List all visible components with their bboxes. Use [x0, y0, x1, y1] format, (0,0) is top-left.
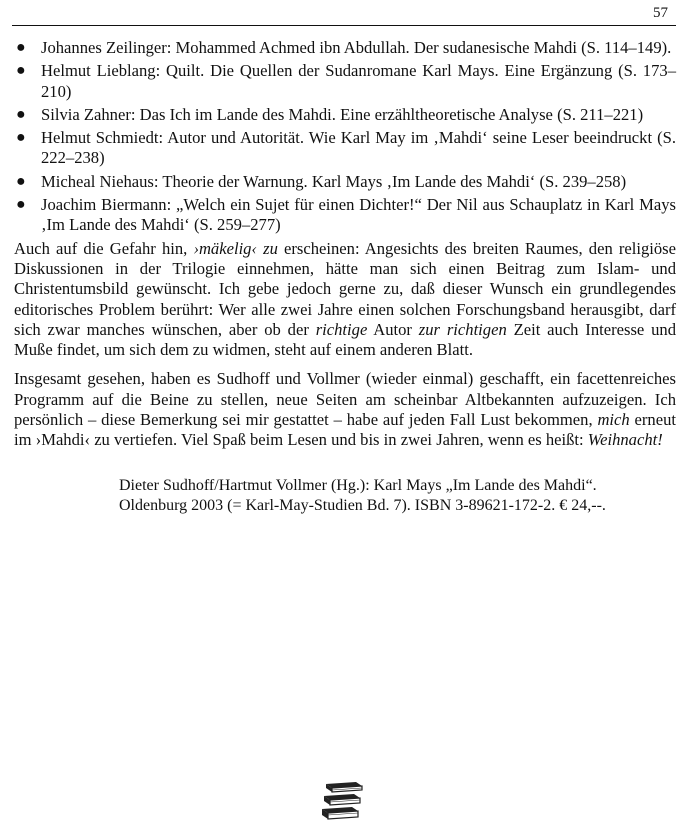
book-citation — [14, 476, 676, 516]
bullet-icon: ● — [16, 129, 26, 147]
bullet-icon: ● — [16, 196, 26, 214]
body-paragraph-1: Auch auf die Gefahr hin, ›mäkelig‹ zu erscheinen: Angesichts des breiten Raumes, den religiöse Diskussionen in der Trilogie einnehmen, hätte man sich einen Beitrag zum Islam- und Christentumsbild gewünscht. Ich gebe jedoch gerne zu, daß dieser Wunsch ein grundlegendes editorisches Problem berührt: Wer alle zwei Jahre einen solchen Forschungsband herausgibt, darf sich zwar manches wünschen, aber ob der richtige Autor zur richtigen Zeit auch Interesse und Muße findet, um sich dem zu widmen, steht auf einem anderen Blatt. — [14, 238, 677, 360]
body-paragraph-2: Insgesamt gesehen, haben es Sudhoff und Vollmer (wieder einmal) geschafft, ein facettenreiches Programm auf die Beine zu stellen, neue Seiten am scheinbar Altbekannten aufzuzeigen. Ich persönlich – diese Bemerkung sei mir gestattet – habe auf jeden Fall Lust bekommen, mich erneut im ›Mahdi‹ zu vertiefen. Viel Spaß beim Lesen und bis in zwei Jahren, wenn es heißt: Weihnacht! — [14, 369, 677, 450]
list-item: ● Micheal Niehaus: Theorie der Warnung. Karl Mays ‚Im Lande des Mahdi‘ (S. 239–258) — [16, 171, 627, 191]
bullet-icon: ● — [16, 172, 26, 190]
bullet-icon: ● — [16, 105, 26, 123]
list-item: ● Helmut Schmiedt: Autor und Autorität. Wie Karl May im ‚Mahdi‘ seine Leser beeindruckt (S. 222–238) — [16, 128, 676, 168]
stacked-books-icon — [318, 780, 368, 824]
page-number: 57 — [653, 5, 668, 21]
list-item: ● Helmut Lieblang: Quilt. Die Quellen der Sudanromane Karl Mays. Eine Ergänzung (S. 173–210) — [16, 61, 676, 101]
list-item: ● Silvia Zahner: Das Ich im Lande des Mahdi. Eine erzähltheoretische Analyse (S. 211–221) — [16, 104, 644, 124]
bibliography-list — [14, 38, 676, 236]
bullet-icon: ● — [16, 62, 26, 80]
list-item: ● Joachim Biermann: „Welch ein Sujet für einen Dichter!“ Der Nil aus Schauplatz in Karl Mays ‚Im Lande des Mahdi‘ (S. 259–277) — [16, 195, 676, 235]
header-rule — [12, 25, 676, 26]
page-content — [14, 38, 676, 516]
citation-line-1: Dieter Sudhoff/Hartmut Vollmer (Hg.): Karl Mays „Im Lande des Mahdi“. — [119, 476, 597, 494]
list-item: ● Johannes Zeilinger: Mohammed Achmed ibn Abdullah. Der sudanesische Mahdi (S. 114–149). — [16, 38, 672, 57]
citation-line-2: Oldenburg 2003 (= Karl-May-Studien Bd. 7). ISBN 3-89621-172-2. € 24,--. — [119, 496, 606, 514]
bullet-icon: ● — [16, 39, 26, 56]
